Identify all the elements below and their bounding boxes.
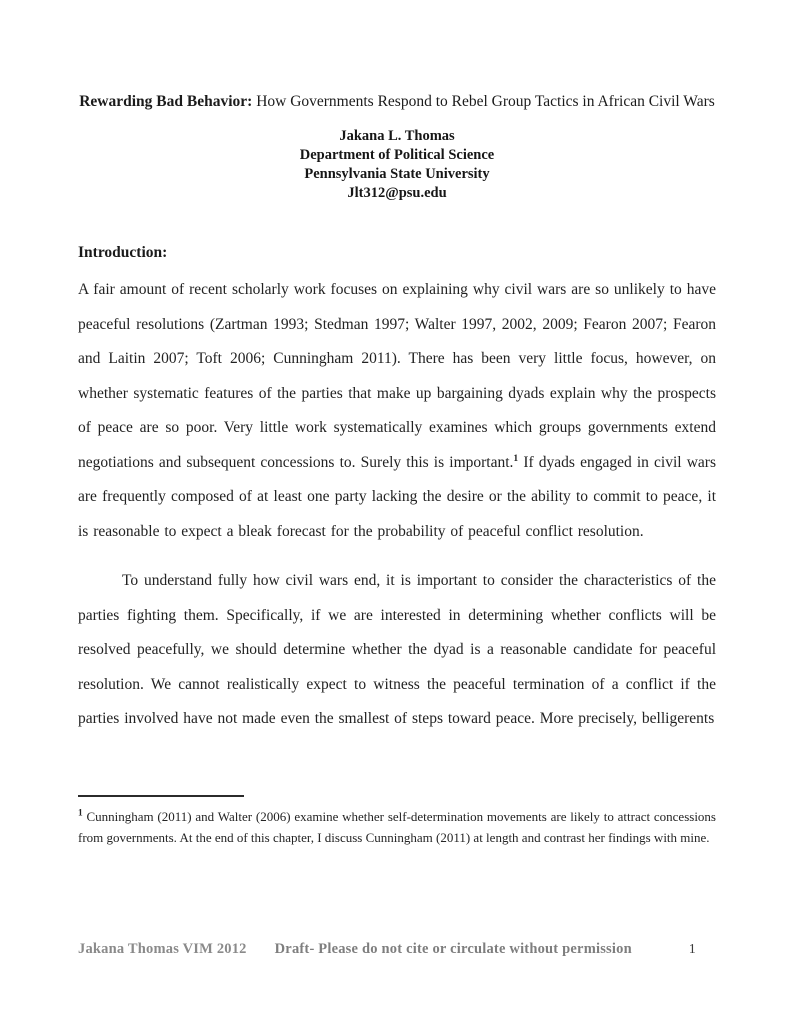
paragraph-1-text-before-footnote: A fair amount of recent scholarly work focuses on explaining why civil wars are so unlikely to have peaceful resolutions (Zartman 1993; Stedman 1997; Walter 1997, 2002, 2009; Fearon 2007; Fearon and Laitin 2007; Toft 2006; Cunningham 2011). There has been very little focus, however, on whether systematic features of the parties that make up bargaining dyads explain why the prospects of peace are so poor. Very little work systematically examines which groups governments extend negotiations and subsequent concessions to. Surely this is important. bbox=[78, 281, 716, 471]
footer-draft-notice: Draft- Please do not cite or circulate without permission bbox=[274, 941, 632, 957]
footnote-1-text: Cunningham (2011) and Walter (2006) examine whether self-determination movements are likely to attract concessions from governments. At the end of this chapter, I discuss Cunningham (2011) at length and contrast her findings with mine. bbox=[78, 808, 716, 845]
author-block bbox=[78, 127, 716, 203]
paper-title bbox=[78, 92, 716, 112]
author-department: Department of Political Science bbox=[299, 147, 495, 163]
footnote-separator-rule bbox=[78, 795, 244, 797]
paper-title-bold: Rewarding Bad Behavior: bbox=[79, 93, 253, 110]
page-footer bbox=[78, 941, 716, 958]
author-university: Pennsylvania State University bbox=[304, 166, 490, 182]
footnote-reference-1: 1 bbox=[513, 452, 519, 464]
author-email: Jlt312@psu.edu bbox=[347, 185, 447, 201]
footnote-1 bbox=[78, 806, 716, 849]
footer-page-number: 1 bbox=[688, 942, 696, 957]
section-heading-introduction: Introduction: bbox=[78, 244, 168, 261]
page-content bbox=[78, 0, 716, 849]
footnote-1-marker: 1 bbox=[78, 808, 83, 819]
author-name: Jakana L. Thomas bbox=[339, 128, 455, 144]
paragraph-1 bbox=[78, 273, 716, 549]
paper-title-rest: How Governments Respond to Rebel Group Tactics in African Civil Wars bbox=[252, 93, 715, 110]
paragraph-2: To understand fully how civil wars end, it is important to consider the characteristics of the parties fighting them. Specifically, if we are interested in determining whether conflicts will be resolved peacefully, we should determine whether the dyad is a reasonable candidate for peaceful resolution. We cannot realistically expect to witness the peaceful termination of a conflict if the parties involved have not made even the smallest of steps toward peace. More precisely, belligerents bbox=[78, 572, 716, 727]
footer-author-credit: Jakana Thomas VIM 2012 bbox=[78, 941, 247, 957]
paragraph-1-text-after-footnote: If dyads engaged in civil wars are frequently composed of at least one party lacking the desire or the ability to commit to peace, it is reasonable to expect a bleak forecast for the probability of peaceful conflict resolution. bbox=[78, 453, 716, 540]
